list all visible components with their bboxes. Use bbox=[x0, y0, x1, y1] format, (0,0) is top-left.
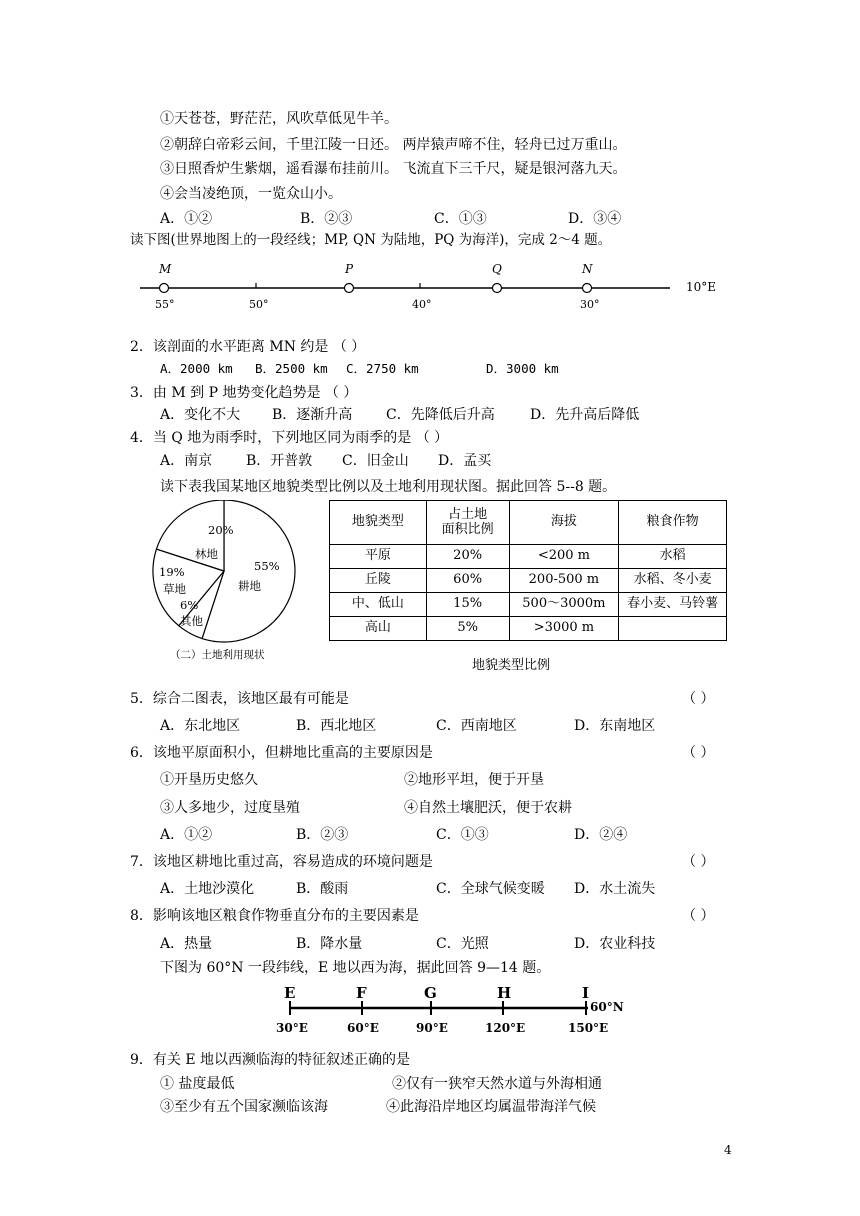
land-use-pie-chart bbox=[148, 500, 308, 665]
tick-label-55: 55° bbox=[155, 298, 175, 311]
table-cell: 500～3000m bbox=[509, 593, 619, 617]
table-cell: 丘陵 bbox=[330, 569, 427, 593]
q5-option-b: B．西北地区 bbox=[296, 718, 377, 734]
table-cell: <200 m bbox=[509, 545, 619, 569]
table-header: 地貌类型 bbox=[330, 501, 427, 545]
point-q-marker bbox=[493, 284, 502, 293]
table-row bbox=[330, 593, 727, 617]
tick-label-50: 50° bbox=[249, 298, 269, 311]
q9-choice-4: ④此海沿岸地区均属温带海洋气候 bbox=[386, 1099, 596, 1115]
pie-caption: （二）土地利用现状 bbox=[170, 649, 265, 661]
point-n-label: N bbox=[582, 262, 593, 276]
q5-option-d: D．东南地区 bbox=[574, 718, 656, 734]
meridian-profile-figure bbox=[0, 0, 860, 320]
table-cell: 水稻、冬小麦 bbox=[619, 569, 727, 593]
table-cell: 15% bbox=[426, 593, 509, 617]
table-row bbox=[330, 617, 727, 641]
q1-option-c: C．①③ bbox=[434, 211, 487, 227]
q3-stem: 3．由 M 到 P 地势变化趋势是 （ ） bbox=[130, 385, 358, 401]
q7-option-d: D．水土流失 bbox=[574, 881, 656, 897]
q4-stem: 4．当 Q 地为雨季时，下列地区同为雨季的是 （ ） bbox=[130, 430, 449, 446]
section2-intro: 读下表我国某地区地貌类型比例以及土地利用现状图。据此回答 5--8 题。 bbox=[160, 479, 617, 495]
q8-option-c: C．光照 bbox=[436, 936, 489, 952]
q2-stem: 2．该剖面的水平距离 MN 约是 （ ） bbox=[130, 339, 366, 355]
q9-choice-2: ②仅有一狭窄天然水道与外海相通 bbox=[392, 1076, 602, 1092]
table-caption: 地貌类型比例 bbox=[472, 658, 551, 673]
section3-intro: 下图为 60°N 一段纬线，E 地以西为海，据此回答 9—14 题。 bbox=[160, 960, 551, 976]
page-number: 4 bbox=[724, 1143, 732, 1157]
q3-option-a: A．变化不大 bbox=[160, 407, 241, 423]
table-header-row bbox=[330, 501, 727, 545]
pie-label-cropland-pct: 55% bbox=[254, 559, 280, 573]
q1-line-1: ①天苍苍，野茫茫，风吹草低见牛羊。 bbox=[160, 111, 398, 127]
table-header: 海拔 bbox=[509, 501, 619, 545]
q1-option-b: B．②③ bbox=[300, 211, 353, 227]
point-q-label: Q bbox=[492, 262, 502, 276]
q3-option-d: D．先升高后降低 bbox=[530, 407, 640, 423]
table-row bbox=[330, 569, 727, 593]
point-g-label: G bbox=[424, 984, 437, 1002]
q6-option-d: D．②④ bbox=[574, 827, 628, 843]
pie-label-other: 其他 bbox=[180, 614, 203, 628]
point-p-marker bbox=[345, 284, 354, 293]
table-header: 占土地 面积比例 bbox=[426, 501, 509, 545]
q5-answer-paren: （ ） bbox=[682, 691, 715, 707]
table-cell bbox=[619, 617, 727, 641]
q6-option-a: A．①② bbox=[160, 827, 213, 843]
table-cell: 200-500 m bbox=[509, 569, 619, 593]
q2-option-c: C．2750 km bbox=[346, 361, 419, 376]
q7-option-c: C．全球气候变暖 bbox=[436, 881, 545, 897]
point-m-label: M bbox=[159, 262, 172, 276]
table-row bbox=[330, 545, 727, 569]
q6-option-b: B．②③ bbox=[296, 827, 349, 843]
landform-table bbox=[329, 500, 727, 641]
tick-label-30: 30° bbox=[580, 298, 600, 311]
q6-stem: 6．该地平原面积小，但耕地比重高的主要原因是 bbox=[130, 745, 433, 761]
q2-option-b: B．2500 km bbox=[255, 361, 328, 376]
pie-label-other-pct: 6% bbox=[180, 598, 199, 612]
q1-line-4: ④会当凌绝顶，一览众山小。 bbox=[160, 186, 342, 202]
table-cell: 20% bbox=[426, 545, 509, 569]
section1-intro: 读下图(世界地图上的一段经线；MP, QN 为陆地，PQ 为海洋)，完成 2～4 题。 bbox=[130, 232, 612, 248]
pie-label-grassland-pct: 19% bbox=[159, 565, 185, 579]
parallel-label: 60°N bbox=[590, 1000, 624, 1014]
q6-choice-3: ③人多地少，过度垦殖 bbox=[160, 800, 300, 816]
pie-label-woodland: 林地 bbox=[195, 547, 218, 561]
table-cell: 水稻 bbox=[619, 545, 727, 569]
pie-label-cropland: 耕地 bbox=[238, 579, 261, 593]
q2-option-a: A．2000 km bbox=[160, 361, 233, 376]
q4-option-c: C．旧金山 bbox=[342, 453, 409, 469]
q5-option-a: A．东北地区 bbox=[160, 718, 241, 734]
meridian-label: 10°E bbox=[686, 280, 717, 294]
q1-line-3: ③日照香炉生紫烟，遥看瀑布挂前川。 飞流直下三千尺，疑是银河落九天。 bbox=[160, 161, 627, 177]
q6-option-c: C．①③ bbox=[436, 827, 489, 843]
q3-option-c: C．先降低后升高 bbox=[386, 407, 495, 423]
q7-answer-paren: （ ） bbox=[682, 854, 715, 870]
point-i-label: I bbox=[582, 984, 590, 1002]
q9-choice-1: ① 盐度最低 bbox=[160, 1076, 235, 1092]
q8-stem: 8．影响该地区粮食作物垂直分布的主要因素是 bbox=[130, 908, 419, 924]
table-cell: >3000 m bbox=[509, 617, 619, 641]
point-h-label: H bbox=[497, 984, 512, 1002]
q8-answer-paren: （ ） bbox=[682, 908, 715, 924]
q7-option-a: A．土地沙漠化 bbox=[160, 881, 255, 897]
q9-choice-3: ③至少有五个国家濒临该海 bbox=[160, 1099, 328, 1115]
point-p-label: P bbox=[345, 262, 354, 276]
table-cell: 高山 bbox=[330, 617, 427, 641]
q6-choice-4: ④自然土壤肥沃，便于农耕 bbox=[404, 800, 572, 816]
table-cell: 60% bbox=[426, 569, 509, 593]
tick-label-40: 40° bbox=[412, 298, 432, 311]
q2-option-d: D．3000 km bbox=[486, 361, 559, 376]
q6-choice-2: ②地形平坦，便于开垦 bbox=[404, 772, 544, 788]
table-cell: 5% bbox=[426, 617, 509, 641]
q8-option-d: D．农业科技 bbox=[574, 936, 656, 952]
table-cell: 平原 bbox=[330, 545, 427, 569]
point-m-marker bbox=[160, 284, 169, 293]
q1-option-a: A．①② bbox=[160, 211, 213, 227]
table-cell: 春小麦、马铃薯 bbox=[619, 593, 727, 617]
q6-choice-1: ①开垦历史悠久 bbox=[160, 772, 258, 788]
q4-option-d: D．孟买 bbox=[438, 453, 492, 469]
parallel-60n-figure bbox=[0, 980, 860, 1040]
point-f-label: F bbox=[356, 984, 367, 1002]
tick-label-120e: 120°E bbox=[485, 1021, 526, 1035]
pie-label-grassland: 草地 bbox=[163, 582, 186, 596]
tick-label-60e: 60°E bbox=[347, 1021, 379, 1035]
q4-option-b: B．开普敦 bbox=[246, 453, 313, 469]
point-e-label: E bbox=[284, 984, 296, 1002]
q7-option-b: B．酸雨 bbox=[296, 881, 349, 897]
table-header: 粮食作物 bbox=[619, 501, 727, 545]
tick-label-150e: 150°E bbox=[568, 1021, 609, 1035]
tick-label-90e: 90°E bbox=[416, 1021, 448, 1035]
q6-answer-paren: （ ） bbox=[682, 745, 715, 761]
pie-label-woodland-pct: 20% bbox=[208, 523, 234, 537]
q8-option-b: B．降水量 bbox=[296, 936, 363, 952]
q8-option-a: A．热量 bbox=[160, 936, 213, 952]
point-n-marker bbox=[583, 284, 592, 293]
q3-option-b: B．逐渐升高 bbox=[272, 407, 353, 423]
q5-option-c: C．西南地区 bbox=[436, 718, 517, 734]
q9-stem: 9．有关 E 地以西濒临海的特征叙述正确的是 bbox=[130, 1052, 411, 1068]
q4-option-a: A．南京 bbox=[160, 453, 213, 469]
tick-label-30e: 30°E bbox=[276, 1021, 308, 1035]
q1-line-2: ②朝辞白帝彩云间，千里江陵一日还。 两岸猿声啼不住，轻舟已过万重山。 bbox=[160, 137, 627, 153]
q7-stem: 7．该地区耕地比重过高，容易造成的环境问题是 bbox=[130, 854, 433, 870]
table-cell: 中、低山 bbox=[330, 593, 427, 617]
q1-option-d: D．③④ bbox=[568, 211, 622, 227]
q5-stem: 5．综合二图表，该地区最有可能是 bbox=[130, 691, 349, 707]
